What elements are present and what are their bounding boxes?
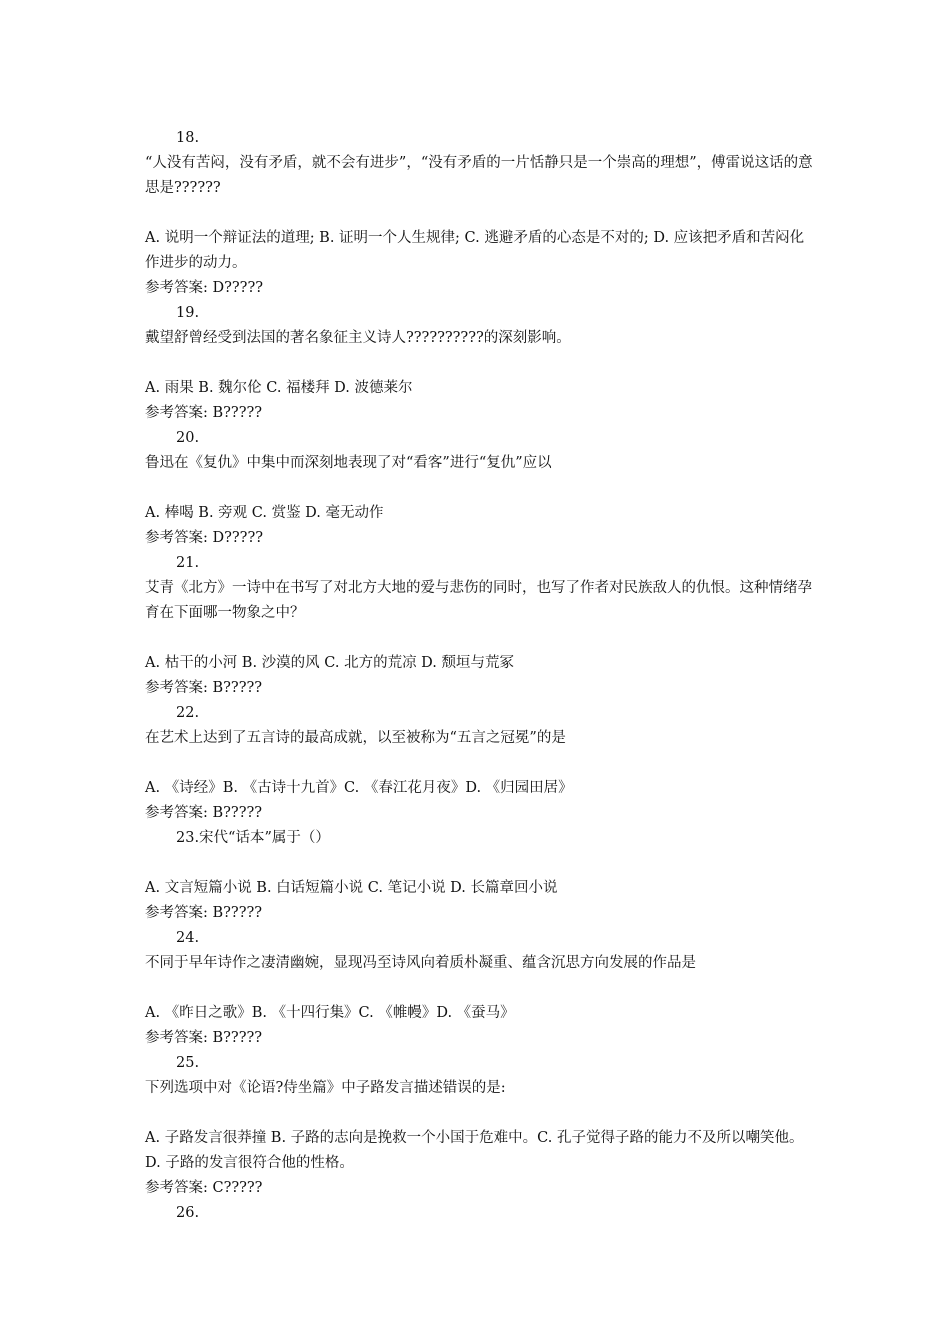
question-18 <box>145 126 813 301</box>
question-stem: “人没有苦闷，没有矛盾，就不会有进步”，“没有矛盾的一片恬静只是一个崇高的理想”，傅雷说这话的意思是?????? <box>145 155 813 196</box>
question-options: A. 雨果 B. 魏尔伦 C. 福楼拜 D. 波德莱尔 <box>145 380 413 396</box>
blank-line <box>145 201 813 226</box>
reference-answer: 参考答案: B????? <box>145 905 263 921</box>
question-25 <box>145 1051 813 1201</box>
question-options: A. 棒喝 B. 旁观 C. 赏鉴 D. 毫无动作 <box>145 505 384 521</box>
question-options: A. 《诗经》B. 《古诗十九首》C. 《春江花月夜》D. 《归园田居》 <box>145 780 573 796</box>
blank-line <box>145 976 813 1001</box>
blank-line <box>145 851 813 876</box>
reference-answer: 参考答案: D????? <box>145 280 263 296</box>
question-22 <box>145 701 813 826</box>
question-stem: 鲁迅在《复仇》中集中而深刻地表现了对“看客”进行“复仇”应以 <box>145 455 552 471</box>
blank-line <box>145 751 813 776</box>
blank-line <box>145 1101 813 1126</box>
question-number: 23.宋代“话本”属于（） <box>176 830 330 846</box>
question-number: 18. <box>176 130 200 146</box>
question-number: 22. <box>176 705 200 721</box>
question-number: 19. <box>176 305 200 321</box>
question-stem: 艾青《北方》一诗中在书写了对北方大地的爱与悲伤的同时，也写了作者对民族敌人的仇恨。这种情绪孕育在下面哪一物象之中？ <box>145 580 812 621</box>
question-options: A. 说明一个辩证法的道理; B. 证明一个人生规律; C. 逃避矛盾的心态是不对的; D. 应该把矛盾和苦闷化作进步的动力。 <box>145 230 805 271</box>
question-number: 24. <box>176 930 200 946</box>
document-page <box>145 126 813 1226</box>
question-options: A. 子路发言很莽撞 B. 子路的志向是挽救一个小国于危难中。C. 孔子觉得子路的能力不及所以嘲笑他。D. 子路的发言很符合他的性格。 <box>145 1130 804 1171</box>
question-stem: 下列选项中对《论语?侍坐篇》中子路发言描述错误的是: <box>145 1080 506 1096</box>
question-19 <box>145 301 813 426</box>
question-stem: 在艺术上达到了五言诗的最高成就，以至被称为“五言之冠冕”的是 <box>145 730 566 746</box>
reference-answer: 参考答案: D????? <box>145 530 263 546</box>
question-number: 21. <box>176 555 200 571</box>
question-number: 20. <box>176 430 200 446</box>
question-options: A. 《昨日之歌》B. 《十四行集》C. 《帷幔》D. 《蚕马》 <box>145 1005 515 1021</box>
reference-answer: 参考答案: B????? <box>145 805 263 821</box>
reference-answer: 参考答案: B????? <box>145 405 263 421</box>
question-20 <box>145 426 813 551</box>
blank-line <box>145 351 813 376</box>
reference-answer: 参考答案: C????? <box>145 1180 263 1196</box>
question-stem: 戴望舒曾经受到法国的著名象征主义诗人??????????的深刻影响。 <box>145 330 571 346</box>
question-options: A. 枯干的小河 B. 沙漠的风 C. 北方的荒凉 D. 颓垣与荒冢 <box>145 655 515 671</box>
blank-line <box>145 626 813 651</box>
blank-line <box>145 476 813 501</box>
reference-answer: 参考答案: B????? <box>145 680 263 696</box>
question-number: 25. <box>176 1055 200 1071</box>
question-21 <box>145 551 813 701</box>
question-stem: 不同于早年诗作之凄清幽婉，显现冯至诗风向着质朴凝重、蕴含沉思方向发展的作品是 <box>145 955 696 971</box>
question-24 <box>145 926 813 1051</box>
question-options: A. 文言短篇小说 B. 白话短篇小说 C. 笔记小说 D. 长篇章回小说 <box>145 880 558 896</box>
question-23 <box>145 826 813 926</box>
question-number-26: 26. <box>176 1205 200 1221</box>
reference-answer: 参考答案: B????? <box>145 1030 263 1046</box>
